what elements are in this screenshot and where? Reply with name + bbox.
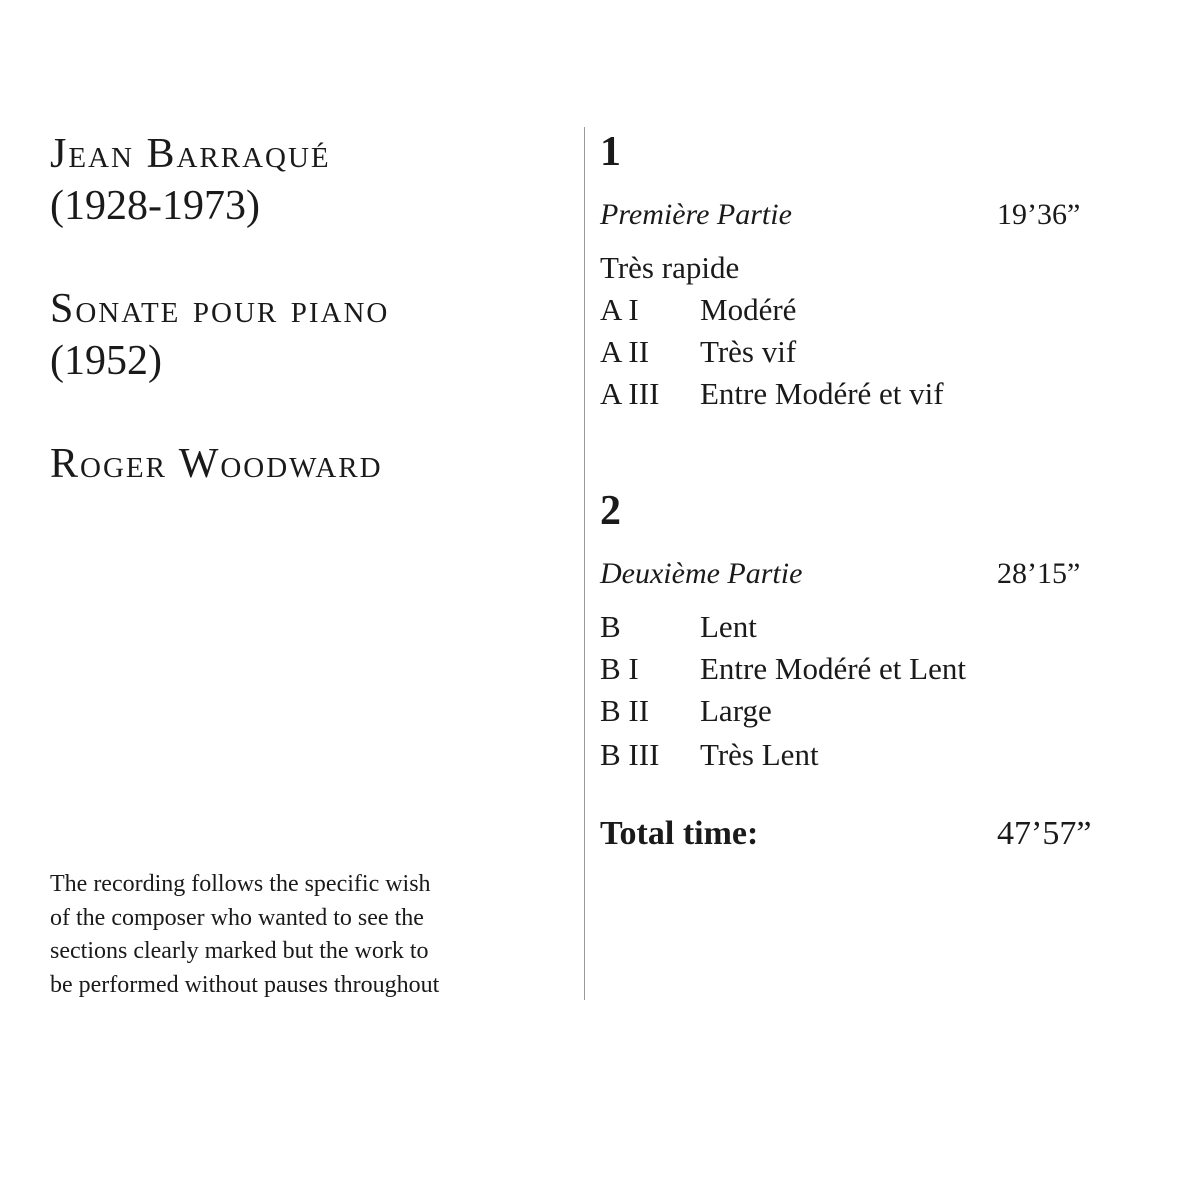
note-line: of the composer who wanted to see the: [50, 904, 424, 931]
composer-dates: (1928-1973): [50, 183, 260, 229]
section-mark: B III: [600, 737, 660, 772]
performer-name: Roger Woodward: [50, 441, 383, 487]
track-number: 1: [600, 129, 621, 175]
note-line: sections clearly marked but the work to: [50, 938, 429, 964]
section-mark: A I: [600, 292, 639, 327]
work-year: (1952): [50, 338, 162, 384]
column-divider: [584, 127, 585, 1000]
section-tempo: Modéré: [700, 292, 797, 327]
track-time: 19’36”: [997, 198, 1081, 231]
total-time-label: Total time:: [600, 815, 759, 852]
note-line: be performed without pauses throughout: [50, 971, 440, 998]
section-mark: A II: [600, 334, 650, 369]
performer-block: [50, 438, 383, 490]
section-row: [600, 691, 772, 731]
total-time-value: 47’57”: [997, 815, 1092, 852]
section-row: [600, 607, 757, 647]
work-title: Sonate pour piano: [50, 286, 390, 332]
section-row: [600, 332, 796, 372]
section-mark: B I: [600, 651, 639, 686]
recording-note: [50, 868, 570, 1002]
composer-block: [50, 128, 331, 232]
section-intro: Très rapide: [600, 250, 740, 285]
track-number: 2: [600, 488, 621, 534]
section-mark: B II: [600, 693, 650, 728]
section-mark: B: [600, 609, 621, 644]
section-row: [600, 649, 966, 689]
section-tempo: Lent: [700, 609, 757, 644]
section-row: [600, 290, 796, 330]
track-title: Première Partie: [600, 198, 792, 231]
track-header: [600, 554, 1100, 594]
section-tempo: Large: [700, 693, 772, 728]
composer-name: Jean Barraqué: [50, 131, 331, 177]
track-time: 28’15”: [997, 557, 1081, 590]
section-tempo: Très Lent: [700, 737, 819, 772]
work-block: [50, 283, 389, 387]
section-row: [600, 735, 819, 775]
track-title: Deuxième Partie: [600, 557, 803, 590]
section-row: [600, 374, 944, 414]
section-mark: A III: [600, 376, 660, 411]
section-tempo: Très vif: [700, 334, 797, 369]
track-header: [600, 195, 1100, 235]
note-line: The recording follows the specific wish: [50, 871, 431, 897]
section-tempo: Entre Modéré et Lent: [700, 651, 966, 686]
section-tempo: Entre Modéré et vif: [700, 376, 944, 411]
total-time-row: [600, 812, 1100, 856]
